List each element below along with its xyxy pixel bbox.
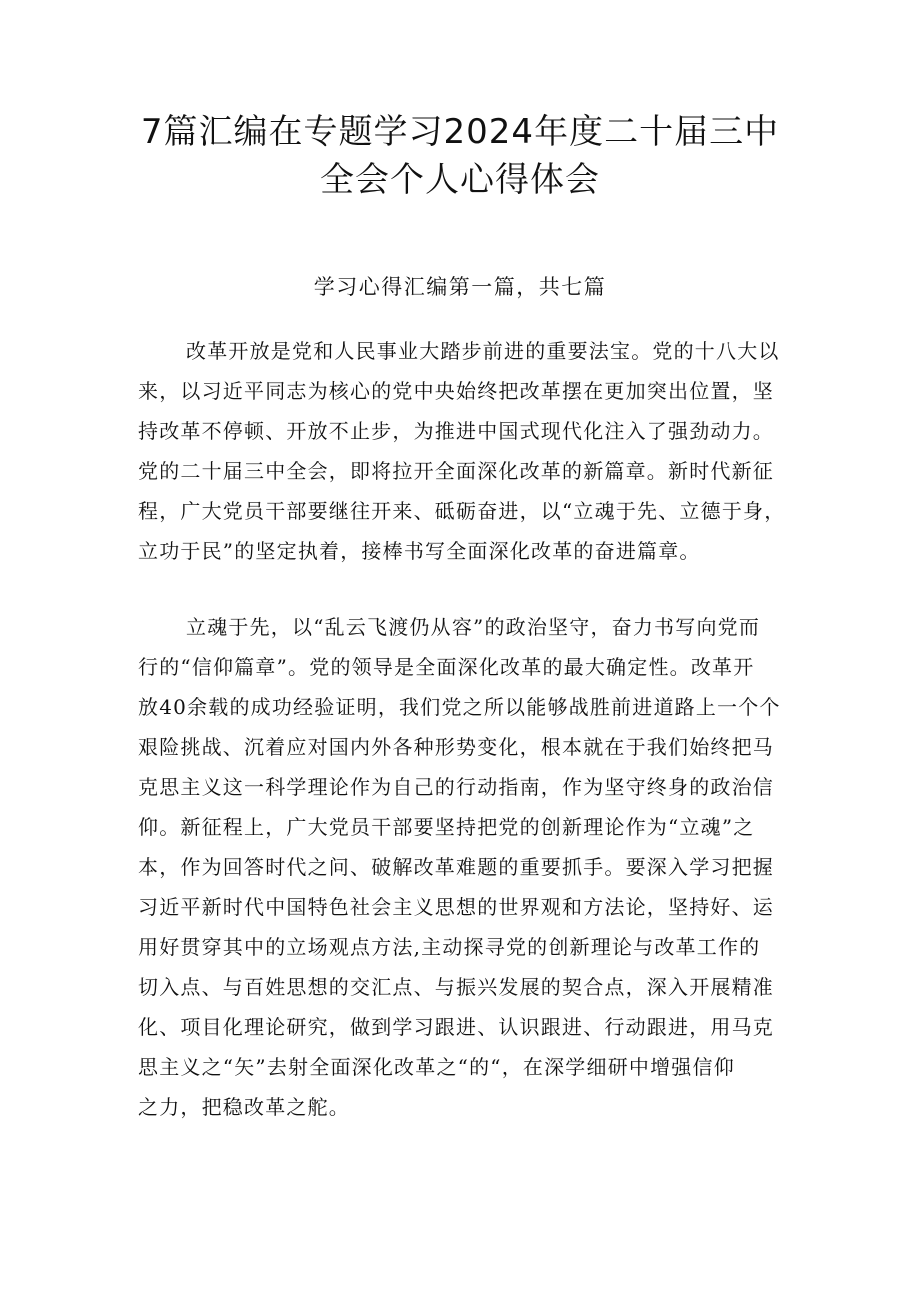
paragraph-line: 仰。新征程上，广大党员干部要坚持把党的创新理论作为“立魂”之 <box>138 815 755 839</box>
paragraph-line: 持改革不停顿、开放不止步，为推进中国式现代化注入了强劲动力。 <box>138 419 774 443</box>
paragraph-line: 改革开放是党和人民事业大踏步前进的重要法宝。党的十八大以 <box>186 339 780 363</box>
paragraph-line: 之力，把稳改革之舵。 <box>138 1095 350 1119</box>
paragraph-line: 用好贯穿其中的立场观点方法,主动探寻党的创新理论与改革工作的 <box>138 935 761 959</box>
paragraph-1 <box>138 331 796 571</box>
paragraph-line: 立功于民”的坚定执着，接棒书写全面深化改革的奋进篇章。 <box>138 539 701 563</box>
paragraph-line: 艰险挑战、沉着应对国内外各种形势变化，根本就在于我们始终把马 <box>138 735 774 759</box>
paragraph-line: 切入点、与百姓思想的交汇点、与振兴发展的契合点，深入开展精准 <box>138 975 774 999</box>
paragraph-line: 化、项目化理论研究，做到学习跟进、认识跟进、行动跟进，用马克 <box>138 1015 774 1039</box>
paragraph-line: 程，广大党员干部要继往开来、砥砺奋进，以“立魂于先、立德于身， <box>138 499 786 523</box>
paragraph-line: 来，以习近平同志为核心的党中央始终把改革摆在更加突出位置，坚 <box>138 379 774 403</box>
document-title <box>0 108 920 204</box>
paragraph-line: 克思主义这一科学理论作为自己的行动指南，作为坚守终身的政治信 <box>138 775 774 799</box>
paragraph-2 <box>138 607 796 1127</box>
paragraph-line: 习近平新时代中国特色社会主义思想的世界观和方法论，坚持好、运 <box>138 895 774 919</box>
paragraph-line: 本，作为回答时代之问、破解改革难题的重要抓手。要深入学习把握 <box>138 855 774 879</box>
document-subtitle: 学习心得汇编第一篇，共七篇 <box>313 275 607 299</box>
paragraph-line: 立魂于先，以“乱云飞渡仍从容”的政治坚守，奋力书写向党而 <box>186 615 761 639</box>
title-line-2: 全会个人心得体会 <box>320 160 600 200</box>
paragraph-line: 思主义之“矢”去射全面深化改革之“的“，在深学细研中增强信仰 <box>138 1055 735 1079</box>
paragraph-line: 党的二十届三中全会，即将拉开全面深化改革的新篇章。新时代新征 <box>138 459 774 483</box>
paragraph-line: 放40余载的成功经验证明，我们党之所以能够战胜前进道路上一个个 <box>138 695 781 719</box>
title-line-1: 7篇汇编在专题学习2024年度二十届三中 <box>140 112 780 152</box>
paragraph-line: 行的“信仰篇章”。党的领导是全面深化改革的最大确定性。改革开 <box>138 655 755 679</box>
